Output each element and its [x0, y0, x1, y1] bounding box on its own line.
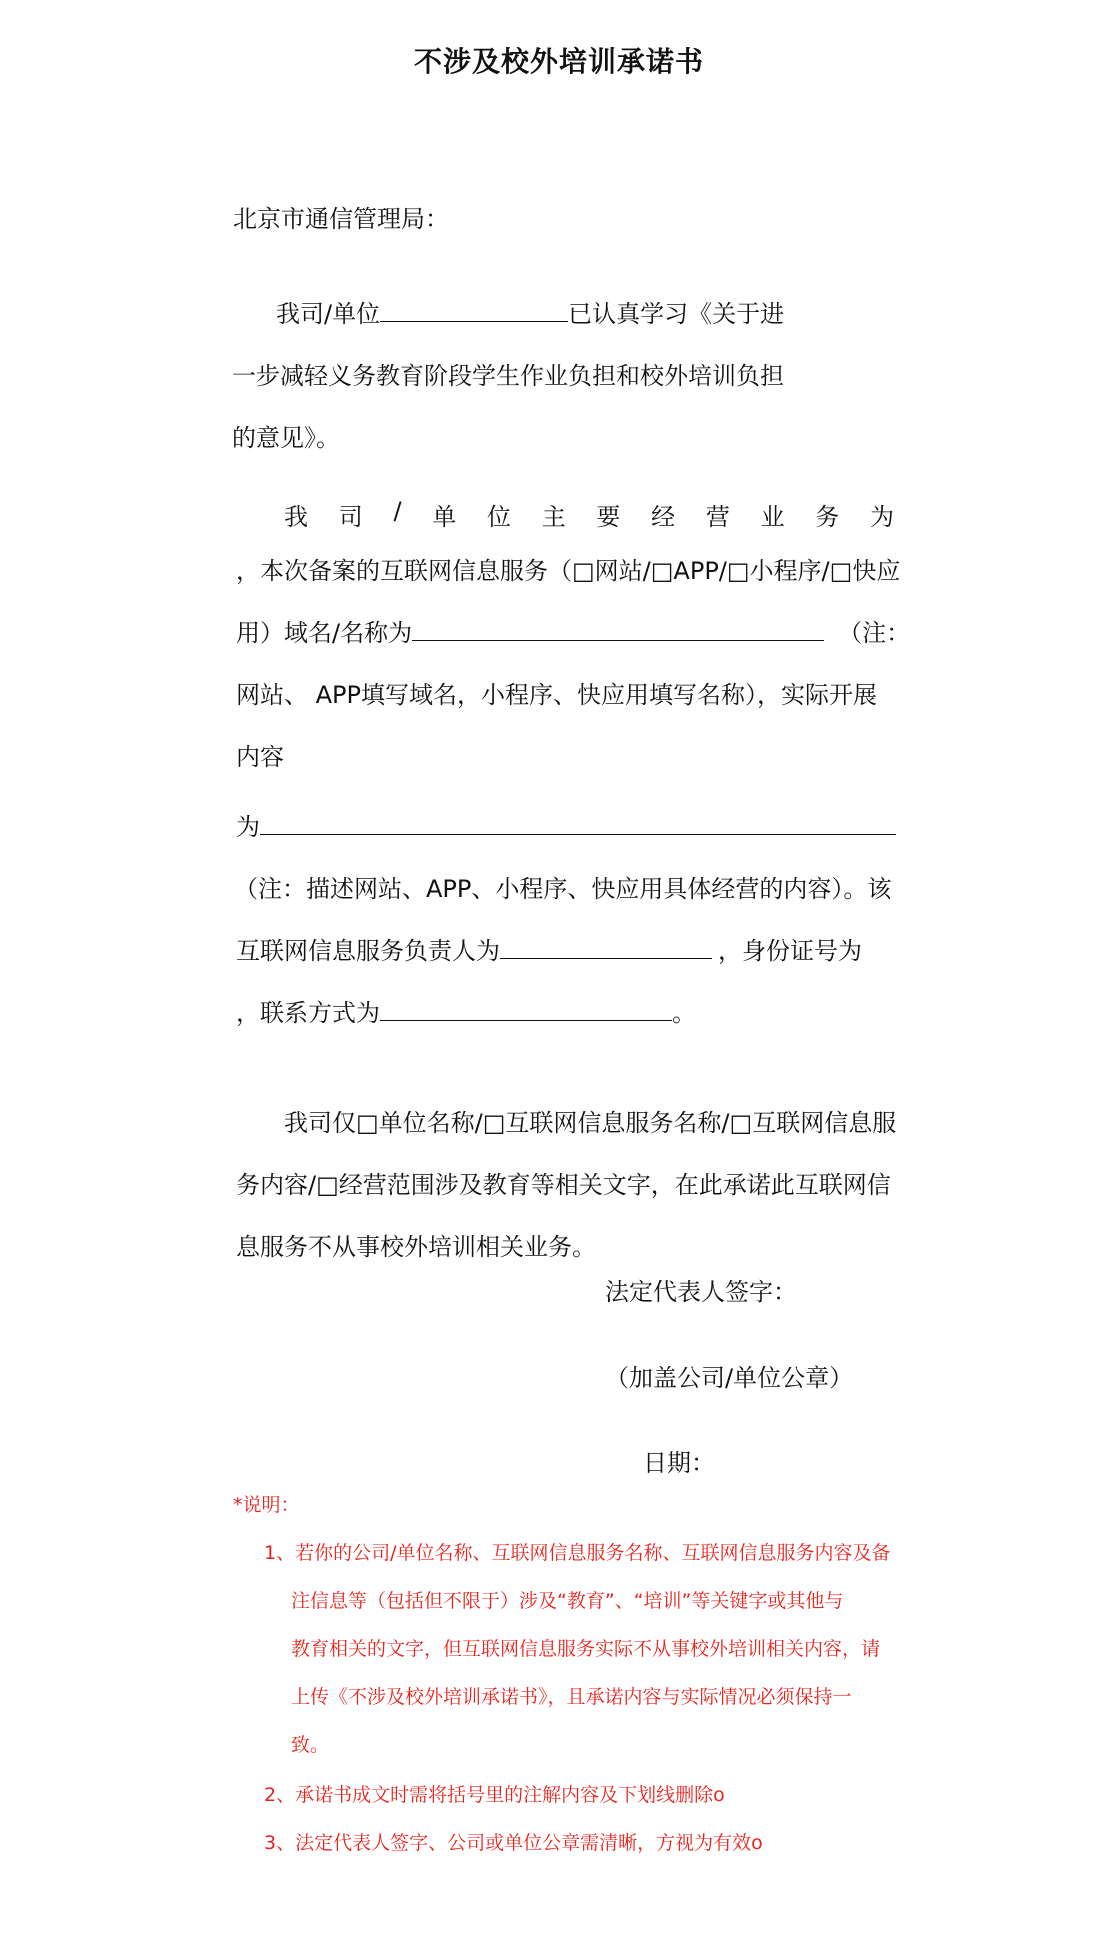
note-1-line-3: 教育相关的文字，但互联网信息服务实际不从事校外培训相关内容，请 — [291, 1638, 881, 1660]
company-seal-label: （加盖公司/单位公章） — [605, 1364, 854, 1392]
note-1-line-2: 注信息等（包括但不限于）涉及“教育”、“培训”等关键字或其他与 — [291, 1590, 844, 1612]
para2-line2: ，本次备案的互联网信息服务（□网站/□APP/□小程序/□快应 — [236, 557, 901, 585]
para3-line2: 务内容/□经营范围涉及教育等相关文字，在此承诺此互联网信 — [236, 1171, 891, 1199]
para2-line7: （注：描述网站、APP、小程序、快应用具体经营的内容）。该 — [234, 875, 892, 903]
spread-char: 我 — [284, 503, 308, 531]
para1-prefix: 我司/单位 — [276, 300, 381, 328]
legal-representative-signature: 法定代表人签字： — [605, 1278, 797, 1306]
para3-line1: 我司仅□单位名称/□互联网信息服务名称/□互联网信息服 — [284, 1109, 897, 1137]
contact-blank — [380, 1001, 672, 1021]
note-3: 3、法定代表人签字、公司或单位公章需清晰，方视为有效o — [264, 1832, 763, 1854]
person-in-charge-blank — [500, 939, 712, 959]
date-label: 日期： — [643, 1449, 715, 1477]
para1-suffix: 已认真学习《关于进 — [568, 300, 785, 328]
note-1-line-4: 上传《不涉及校外培训承诺书》，且承诺内容与实际情况必须保持一 — [291, 1686, 852, 1708]
spread-char: 经 — [651, 503, 676, 531]
document-title: 不涉及校外培训承诺书 — [413, 45, 704, 78]
para2-line9-prefix: ，联系方式为 — [236, 999, 380, 1027]
spread-char: 位 — [486, 503, 511, 531]
spread-char: 营 — [705, 503, 730, 531]
para2-line6-prefix: 为 — [236, 813, 260, 841]
notes-heading: *说明： — [233, 1494, 300, 1516]
spread-char: 业 — [760, 503, 785, 531]
para2-line3-prefix: 用）域名/名称为 — [236, 619, 413, 647]
spread-char: 单 — [432, 503, 457, 531]
note-1-line-5: 致。 — [291, 1734, 330, 1756]
content-blank — [260, 815, 896, 835]
para2-line8-suffix: ，身份证号为 — [718, 937, 862, 965]
para1-line2: 一步减轻义务教育阶段学生作业负担和校外培训负担 — [232, 362, 784, 390]
para2-line3 — [236, 621, 910, 645]
spread-char: 司 — [338, 503, 363, 531]
para1-line1 — [276, 302, 784, 326]
note-1-line-1: 1、若你的公司/单位名称、互联网信息服务名称、互联网信息服务内容及备 — [264, 1542, 891, 1564]
addressee: 北京市通信管理局： — [233, 205, 449, 233]
note-2: 2、承诺书成文时需将括号里的注解内容及下划线删除o — [264, 1784, 725, 1806]
para2-line3-suffix: （注： — [838, 619, 911, 647]
spread-char: 务 — [815, 503, 840, 531]
para1-line3: 的意见》。 — [232, 424, 340, 452]
para2-line8 — [236, 939, 862, 963]
spread-char: / — [393, 497, 402, 525]
para3-line3: 息服务不从事校外培训相关业务。 — [236, 1233, 596, 1261]
para2-line1 — [284, 497, 894, 532]
para2-line5: 内容 — [236, 743, 284, 771]
spread-char: 主 — [541, 503, 566, 531]
para2-line8-prefix: 互联网信息服务负责人为 — [236, 937, 500, 965]
para2-line6 — [236, 815, 896, 839]
company-name-blank — [380, 302, 568, 322]
para2-line9-suffix: 。 — [672, 999, 696, 1027]
spread-char: 要 — [596, 503, 621, 531]
spread-char: 为 — [870, 503, 894, 531]
domain-name-blank — [412, 621, 824, 641]
para2-line4: 网站、 APP填写域名，小程序、快应用填写名称），实际开展 — [236, 681, 877, 709]
para2-line9 — [236, 1001, 696, 1025]
